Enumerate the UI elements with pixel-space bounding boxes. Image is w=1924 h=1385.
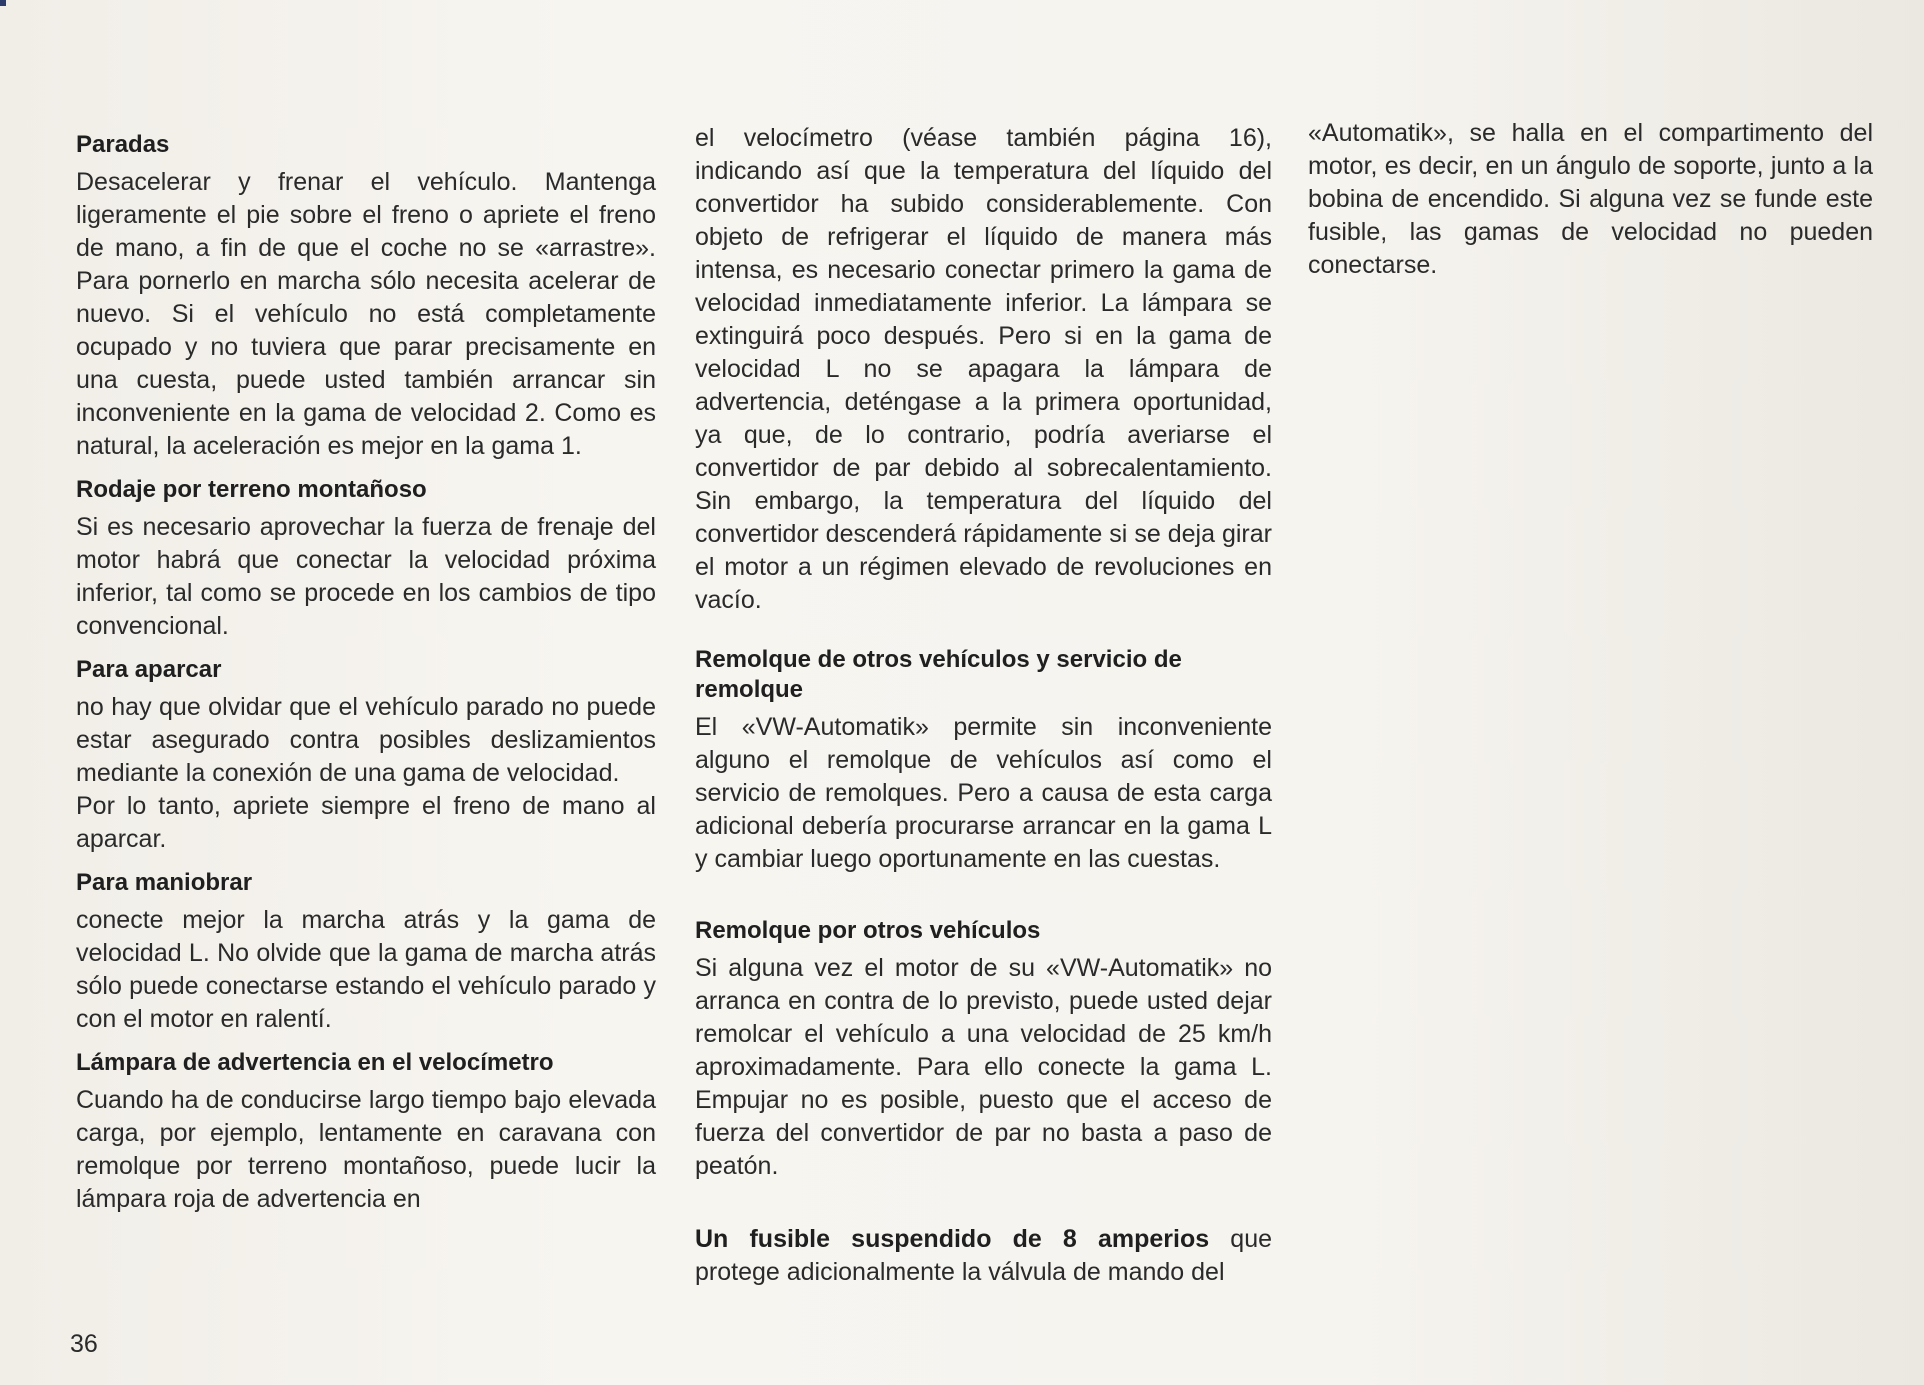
section-remolque-por: [695, 916, 1272, 1183]
section-aparcar: [76, 655, 656, 856]
heading-rodaje: Rodaje por terreno montañoso: [76, 476, 427, 503]
paragraph-remolque-otros: El «VW-Automatik» permite sin inconveniente alguno el remolque de vehículos así como el servicio de remolques. Pero a causa de esta carga adicional debería procurarse arrancar en la gama L y cambiar luego oportunamente en las cuestas.: [695, 713, 1272, 873]
spacer: [695, 888, 1272, 916]
paragraph-aparcar-1: no hay que olvidar que el vehículo parado no puede estar asegurado contra posibles deslizamientos mediante la conexión de una gama de velocidad.: [76, 693, 656, 787]
section-rodaje: [76, 475, 656, 643]
heading-remolque-por: Remolque por otros vehículos: [695, 917, 1041, 944]
paragraph-rodaje: Si es necesario aprovechar la fuerza de frenaje del motor habrá que conectar la velocidad próxima inferior, tal como se procede en los cambios de tipo convencional.: [76, 513, 656, 640]
paragraph-aparcar-2: Por lo tanto, apriete siempre el freno de mano al aparcar.: [76, 792, 656, 853]
page-number: 36: [70, 1330, 98, 1358]
paragraph-automatik-fusible: «Automatik», se halla en el compartimento del motor, es decir, en un ángulo de soporte, junto a la bobina de encendido. Si alguna vez se funde este fusible, las gamas de velocidad no pueden conectarse.: [1308, 119, 1873, 279]
spacer: [695, 617, 1272, 645]
heading-paradas: Paradas: [76, 131, 170, 158]
paragraph-paradas: Desacelerar y frenar el vehículo. Mantenga ligeramente el pie sobre el freno o apriete el freno de mano, a fin de que el coche no se «arrastre». Para pornerlo en marcha sólo necesita acelerar de nuevo. Si el vehículo no está completamente ocupado y no tuviera que parar precisamente en una cuesta, puede usted también arrancar sin inconveniente en la gama de velocidad 2. Como es natural, la aceleración es mejor en la gama 1.: [76, 168, 656, 460]
column-right: [1308, 117, 1873, 282]
heading-remolque-otros: Remolque de otros vehículos y servicio de remolque: [695, 646, 1182, 703]
section-paradas: [76, 130, 656, 463]
spacer: [695, 1195, 1272, 1223]
corner-mark: [0, 0, 6, 6]
section-lampara: [76, 1048, 656, 1216]
heading-lampara: Lámpara de advertencia en el velocímetro: [76, 1049, 554, 1076]
paragraph-lampara: Cuando ha de conducirse largo tiempo bajo elevada carga, por ejemplo, lentamente en caravana con remolque por terreno montañoso, puede lucir la lámpara roja de advertencia en: [76, 1086, 656, 1213]
heading-aparcar: Para aparcar: [76, 656, 222, 683]
fusible-rest-text: que protege adicionalmente la válvula de mando del: [695, 1225, 1272, 1286]
column-left: [76, 130, 656, 1228]
section-remolque-otros: [695, 645, 1272, 876]
heading-maniobrar: Para maniobrar: [76, 869, 253, 896]
paragraph-maniobrar: conecte mejor la marcha atrás y la gama de velocidad L. No olvide que la gama de marcha atrás sólo puede conectarse estando el vehículo parado y con el motor en ralentí.: [76, 906, 656, 1033]
paragraph-fusible: [695, 1223, 1272, 1289]
fusible-bold-text: Un fusible suspendido de 8 amperios: [695, 1225, 1210, 1253]
paragraph-velocimetro-cont: el velocímetro (véase también página 16), indicando así que la temperatura del líquido del convertidor ha subido considerablemente. Con objeto de refrigerar el líquido de manera más intensa, es necesario conectar primero la gama de velocidad inmediatamente inferior. La lámpara se extinguirá poco después. Pero si en la gama de velocidad L no se apagara la lámpara de advertencia, deténgase a la primera oportunidad, ya que, de lo contrario, podría averiarse el convertidor de par debido al sobrecalentamiento. Sin embargo, la temperatura del líquido del convertidor descenderá rápidamente si se deja girar el motor a un régimen elevado de revoluciones en vacío.: [695, 124, 1272, 614]
paragraph-remolque-por: Si alguna vez el motor de su «VW-Automatik» no arranca en contra de lo previsto, puede usted dejar remolcar el vehículo a una velocidad de 25 km/h aproximadamente. Para ello conecte la gama L. Empujar no es posible, puesto que el acceso de fuerza del convertidor de par no basta a paso de peatón.: [695, 954, 1272, 1180]
section-maniobrar: [76, 868, 656, 1036]
column-middle: [695, 122, 1272, 1289]
